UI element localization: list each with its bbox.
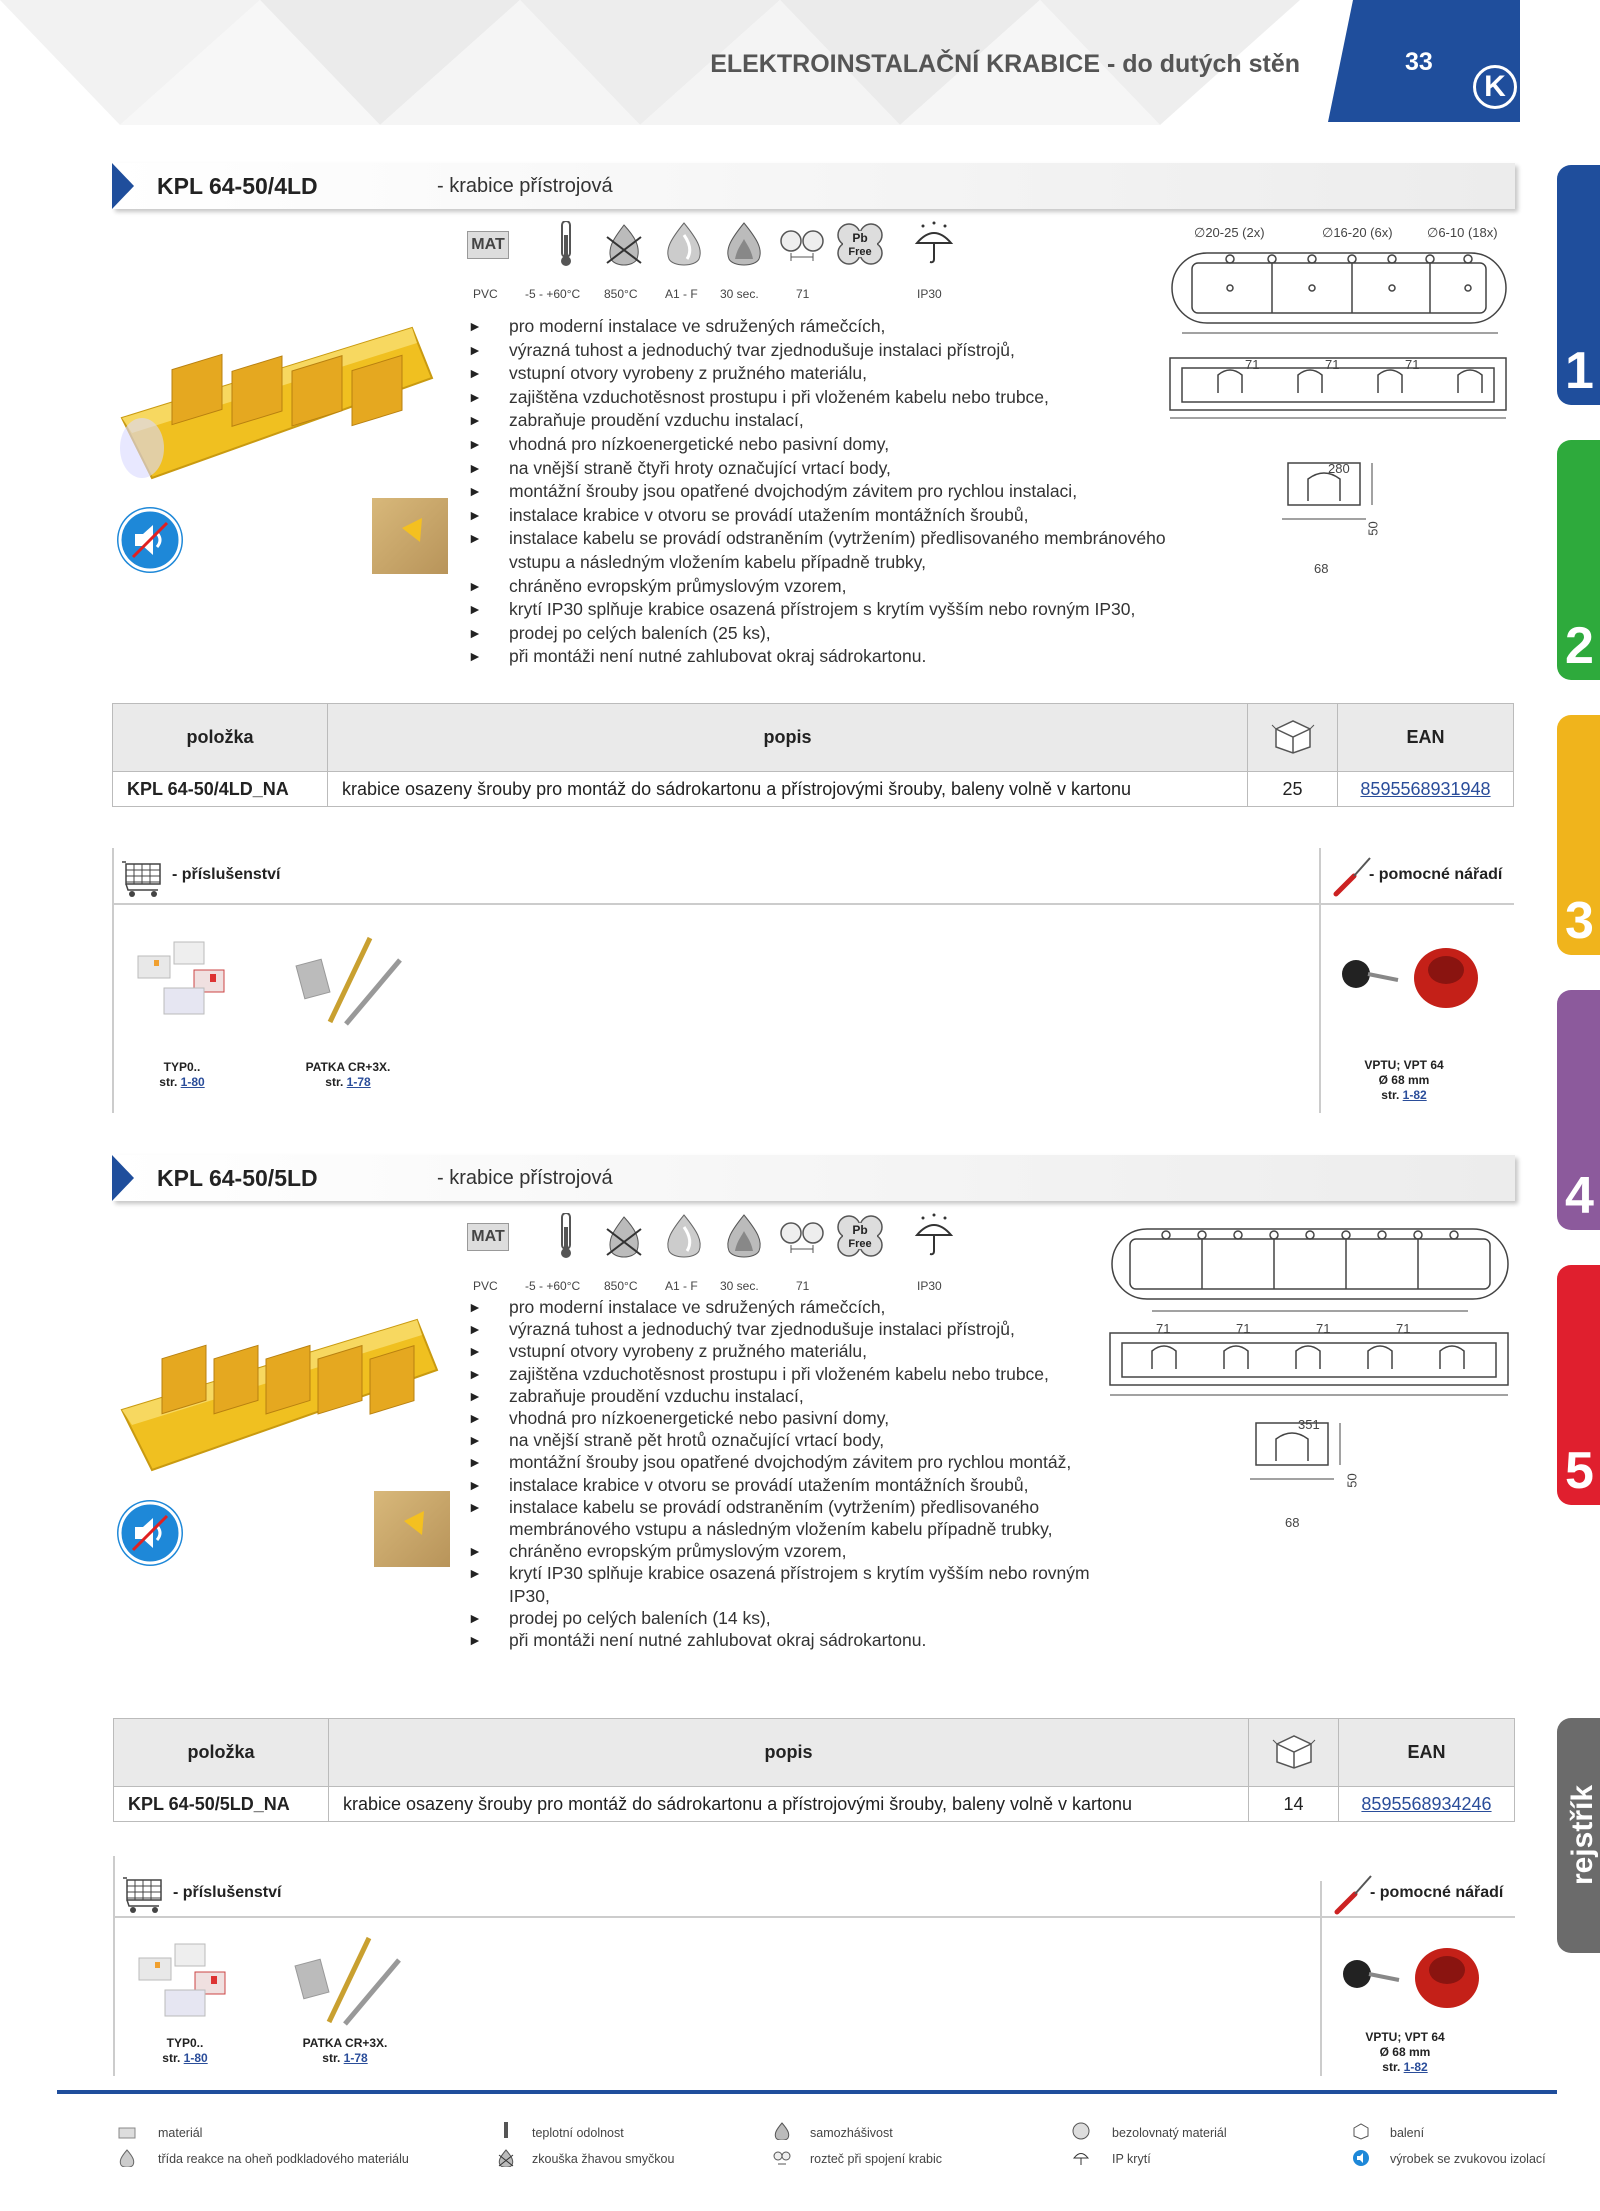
sound-insulation-icon [117, 507, 183, 573]
column-header-package [1249, 1719, 1339, 1787]
glow-wire-icon [497, 2149, 515, 2167]
accessory-caption-typ0: TYP0.. str. 1-80 [162, 2036, 208, 2065]
pitch-dimension: 71 [1325, 357, 1340, 372]
page-ref-link[interactable]: 1-82 [1403, 2060, 1428, 2074]
umbrella-icon [1072, 2149, 1090, 2167]
icon-label-glow-wire: 850°C [604, 287, 638, 301]
product-image [112, 1300, 442, 1480]
glow-wire-icon [601, 1213, 647, 1259]
feature-item: ► krytí IP30 splňuje krabice osazená přístrojem s krytím vyšším nebo rovným IP30, [468, 598, 1188, 622]
column-header-description: popis [328, 704, 1248, 772]
thermometer-icon [497, 2122, 515, 2140]
legend-text: teplotní odolnost [532, 2126, 624, 2140]
hole-label-small: ∅6-10 (18x) [1427, 225, 1498, 240]
lead-free-icon [1072, 2122, 1090, 2140]
mute-icon [1352, 2149, 1370, 2167]
screwdriver-icon [1330, 854, 1374, 898]
pitch-icon [779, 1213, 825, 1259]
flame-icon [721, 1213, 767, 1259]
product-kind: - krabice přístrojová [437, 175, 613, 197]
thermometer-icon [543, 1213, 589, 1259]
tool-caption: VPTU; VPT 64 Ø 68 mm str. 1-82 [1365, 2030, 1445, 2074]
page-ref-link[interactable]: 1-80 [180, 1075, 205, 1089]
lead-free-icon [835, 1213, 885, 1259]
product-image [112, 308, 442, 488]
cart-icon [122, 858, 166, 898]
length-dimension: 280 [1328, 461, 1350, 476]
accessories-panel [112, 848, 1514, 1113]
legend-text: bezolovnatý materiál [1112, 2126, 1227, 2140]
feature-item: ► instalace krabice v otvoru se provádí utažením montážních šroubů, [468, 504, 1188, 528]
table-row [113, 772, 1514, 807]
product-title-bar [112, 1155, 1515, 1201]
accessories-label: - příslušenství [173, 1884, 282, 1901]
drop-flame-icon [118, 2149, 136, 2167]
icon-label-pitch: 71 [796, 1279, 810, 1293]
feature-item: ► zabraňuje proudění vzduchu instalací, [468, 409, 1188, 433]
tool-caption: VPTU; VPT 64 Ø 68 mm str. 1-82 [1364, 1058, 1444, 1102]
pitch-dimension: 71 [1156, 1321, 1171, 1336]
legend-text: materiál [158, 2126, 203, 2140]
technical-drawing [1108, 1225, 1513, 1495]
mat-icon [118, 2124, 136, 2142]
column-header-ean: EAN [1338, 704, 1514, 772]
accessory-caption-typ0: TYP0.. str. 1-80 [159, 1060, 205, 1089]
icon-label-pitch: 71 [796, 287, 810, 301]
icon-label-temperature: -5 - +60°C [525, 287, 581, 301]
feature-item: ► zabraňuje proudění vzduchu instalací, [468, 1385, 1098, 1407]
accessory-image-patka [290, 932, 410, 1032]
accessory-image-typ0 [134, 936, 234, 1026]
icon-label-glow-wire: 850°C [604, 1279, 638, 1293]
brand-logo: K [1473, 65, 1517, 109]
legend-text: balení [1390, 2126, 1425, 2140]
tool-image-hole-saw [1333, 1940, 1503, 2020]
drop-flame-icon [661, 1213, 707, 1259]
feature-item: ► na vnější straně pět hrotů označující vrtací body, [468, 1429, 1098, 1451]
legend-text: samozhášivost [810, 2126, 893, 2140]
cell-quantity: 25 [1248, 772, 1338, 807]
svg-text:Pb: Pb [852, 1223, 868, 1237]
feature-item: ► instalace kabelu se provádí odstraněním (vytržením) předlisovaného membránového vstupu a následným vložením kabelu případně trubky, [468, 1496, 1098, 1540]
feature-item: ► vhodná pro nízkoenergetické nebo pasivní domy, [468, 1407, 1098, 1429]
box-icon [1271, 1730, 1317, 1770]
page-ref-link[interactable]: 1-78 [346, 1075, 371, 1089]
feature-list [468, 1296, 1098, 1651]
lead-free-icon [835, 221, 885, 267]
feature-item: ► vstupní otvory vyrobeny z pružného materiálu, [468, 1340, 1098, 1362]
product-code: KPL 64-50/4LD [157, 173, 318, 199]
pitch-dimension: 71 [1245, 357, 1260, 372]
icon-label-ip: IP30 [917, 1279, 942, 1293]
length-dimension: 351 [1298, 1417, 1320, 1432]
page-ref-link[interactable]: 1-78 [343, 2051, 368, 2065]
accessory-image-patka [289, 1932, 409, 2032]
hole-label-large: ∅20-25 (2x) [1194, 225, 1265, 240]
depth-dimension: 50 [1365, 521, 1381, 536]
tab-chapter-1[interactable]: 1 [1557, 165, 1600, 405]
feature-item: ► pro moderní instalace ve sdružených rámečcích, [468, 315, 1188, 339]
glow-wire-icon [601, 221, 647, 267]
feature-item: ► při montáži není nutné zahlubovat okraj sádrokartonu. [468, 1629, 1098, 1651]
hole-label-medium: ∅16-20 (6x) [1322, 225, 1393, 240]
drop-flame-icon [661, 221, 707, 267]
feature-item: ► prodej po celých baleních (14 ks), [468, 1607, 1098, 1629]
pitch-icon [779, 221, 825, 267]
icon-label-self-extinguishing: 30 sec. [720, 1279, 759, 1293]
tab-index[interactable]: rejstřík [1557, 1718, 1600, 1953]
flame-icon [773, 2122, 791, 2140]
legend-text: IP krytí [1112, 2152, 1151, 2166]
column-header-item: položka [113, 704, 328, 772]
tools-label: - pomocné nářadí [1369, 866, 1503, 883]
box-icon [1270, 715, 1316, 755]
feature-item: ► výrazná tuhost a jednoduchý tvar zjednodušuje instalaci přístrojů, [468, 1318, 1098, 1340]
product-detail-thumbnail [372, 498, 448, 574]
product-code: KPL 64-50/5LD [157, 1165, 318, 1191]
feature-item: ► pro moderní instalace ve sdružených rámečcích, [468, 1296, 1098, 1318]
depth-dimension: 50 [1344, 1473, 1360, 1488]
page-ref-link[interactable]: 1-80 [183, 2051, 208, 2065]
tab-chapter-3[interactable]: 3 [1557, 715, 1600, 955]
feature-item: ► instalace krabice v otvoru se provádí utažením montážních šroubů, [468, 1474, 1098, 1496]
feature-item: ► prodej po celých baleních (25 ks), [468, 622, 1188, 646]
feature-item: ► výrazná tuhost a jednoduchý tvar zjednodušuje instalaci přístrojů, [468, 339, 1188, 363]
tool-image-hole-saw [1332, 940, 1502, 1020]
page-title: ELEKTROINSTALAČNÍ KRABICE - do dutých stěn [710, 50, 1300, 78]
svg-text:Free: Free [848, 1238, 872, 1250]
legend-text: výrobek se zvukovou izolací [1390, 2152, 1546, 2166]
pitch-dimension: 71 [1405, 357, 1420, 372]
table-row [114, 1787, 1515, 1822]
umbrella-icon [911, 221, 957, 267]
cell-item: KPL 64-50/5LD_NA [114, 1787, 329, 1822]
cell-description: krabice osazeny šrouby pro montáž do sádrokartonu a přístrojovými šrouby, baleny volně v kartonu [328, 772, 1248, 807]
tools-label: - pomocné nářadí [1370, 1884, 1504, 1901]
mat-icon: MAT [465, 1213, 511, 1259]
tab-chapter-5[interactable]: 5 [1557, 1265, 1600, 1505]
order-table [112, 703, 1514, 807]
feature-item: ► vhodná pro nízkoenergetické nebo pasivní domy, [468, 433, 1188, 457]
accessories-label: - příslušenství [172, 866, 281, 883]
column-header-item: položka [114, 1719, 329, 1787]
accessories-panel [113, 1856, 1515, 2076]
feature-item: ► při montáži není nutné zahlubovat okraj sádrokartonu. [468, 645, 1188, 669]
tab-chapter-4[interactable]: 4 [1557, 990, 1600, 1230]
feature-item: ► vstupní otvory vyrobeny z pružného materiálu, [468, 362, 1188, 386]
product-kind: - krabice přístrojová [437, 1167, 613, 1189]
diameter-dimension: 68 [1285, 1515, 1300, 1530]
cell-quantity: 14 [1249, 1787, 1339, 1822]
title-arrow-icon [112, 163, 134, 209]
icon-label-material: PVC [473, 287, 498, 301]
icon-label-fire-class: A1 - F [665, 1279, 698, 1293]
accessory-caption-patka: PATKA CR+3X. str. 1-78 [302, 2036, 388, 2065]
cell-description: krabice osazeny šrouby pro montáž do sádrokartonu a přístrojovými šrouby, baleny volně v kartonu [329, 1787, 1249, 1822]
screwdriver-icon [1331, 1872, 1375, 1916]
order-table [113, 1718, 1515, 1822]
icon-label-self-extinguishing: 30 sec. [720, 287, 759, 301]
legend-text: třída reakce na oheň podkladového materiálu [158, 2152, 409, 2166]
cart-icon [123, 1874, 167, 1914]
footer-divider [57, 2090, 1557, 2094]
feature-item: ► krytí IP30 splňuje krabice osazená přístrojem s krytím vyšším nebo rovným IP30, [468, 1562, 1098, 1606]
flame-icon [721, 221, 767, 267]
umbrella-icon [911, 1213, 957, 1259]
diameter-dimension: 68 [1314, 561, 1329, 576]
cell-item: KPL 64-50/4LD_NA [113, 772, 328, 807]
feature-item: ► montážní šrouby jsou opatřené dvojchodým závitem pro rychlou instalaci, [468, 480, 1188, 504]
feature-item: ► zajištěna vzduchotěsnost prostupu i při vloženém kabelu nebo trubce, [468, 386, 1188, 410]
pitch-dimension: 71 [1316, 1321, 1331, 1336]
icon-label-material: PVC [473, 1279, 498, 1293]
icon-label-fire-class: A1 - F [665, 287, 698, 301]
sound-insulation-icon [117, 1500, 183, 1566]
pitch-dimension: 71 [1236, 1321, 1251, 1336]
svg-text:Pb: Pb [852, 231, 868, 245]
title-arrow-icon [112, 1155, 134, 1201]
product-detail-thumbnail [374, 1491, 450, 1567]
svg-text:Free: Free [848, 246, 872, 258]
legend-text: zkouška žhavou smyčkou [532, 2152, 675, 2166]
box-icon [1352, 2122, 1370, 2140]
pitch-icon [773, 2149, 791, 2167]
technical-drawing [1168, 243, 1513, 523]
feature-item: ► chráněno evropským průmyslovým vzorem, [468, 1540, 1098, 1562]
feature-item: ► zajištěna vzduchotěsnost prostupu i při vloženém kabelu nebo trubce, [468, 1363, 1098, 1385]
page-ref-link[interactable]: 1-82 [1402, 1088, 1427, 1102]
ean-link[interactable]: 8595568934246 [1361, 1793, 1492, 1814]
thermometer-icon [543, 221, 589, 267]
icon-label-ip: IP30 [917, 287, 942, 301]
icon-label-temperature: -5 - +60°C [525, 1279, 581, 1293]
accessory-image-typ0 [135, 1938, 235, 2028]
feature-item: ► chráněno evropským průmyslovým vzorem, [468, 575, 1188, 599]
feature-list [468, 315, 1188, 669]
column-header-ean: EAN [1339, 1719, 1515, 1787]
column-header-description: popis [329, 1719, 1249, 1787]
accessory-caption-patka: PATKA CR+3X. str. 1-78 [305, 1060, 391, 1089]
ean-link[interactable]: 8595568931948 [1360, 778, 1491, 799]
column-header-package [1248, 704, 1338, 772]
tab-chapter-2[interactable]: 2 [1557, 440, 1600, 680]
legend-text: rozteč při spojení krabic [810, 2152, 943, 2166]
mat-icon: MAT [465, 221, 511, 267]
page-number: 33 [1405, 48, 1433, 76]
feature-item: ► na vnější straně čtyři hroty označující vrtací body, [468, 457, 1188, 481]
product-title-bar [112, 163, 1515, 209]
feature-item: ► montážní šrouby jsou opatřené dvojchodým závitem pro rychlou montáž, [468, 1451, 1098, 1473]
feature-item: ► instalace kabelu se provádí odstraněním (vytržením) předlisovaného membránového vstupu a následným vložením kabelu případně trubky, [468, 527, 1188, 574]
pitch-dimension: 71 [1396, 1321, 1411, 1336]
